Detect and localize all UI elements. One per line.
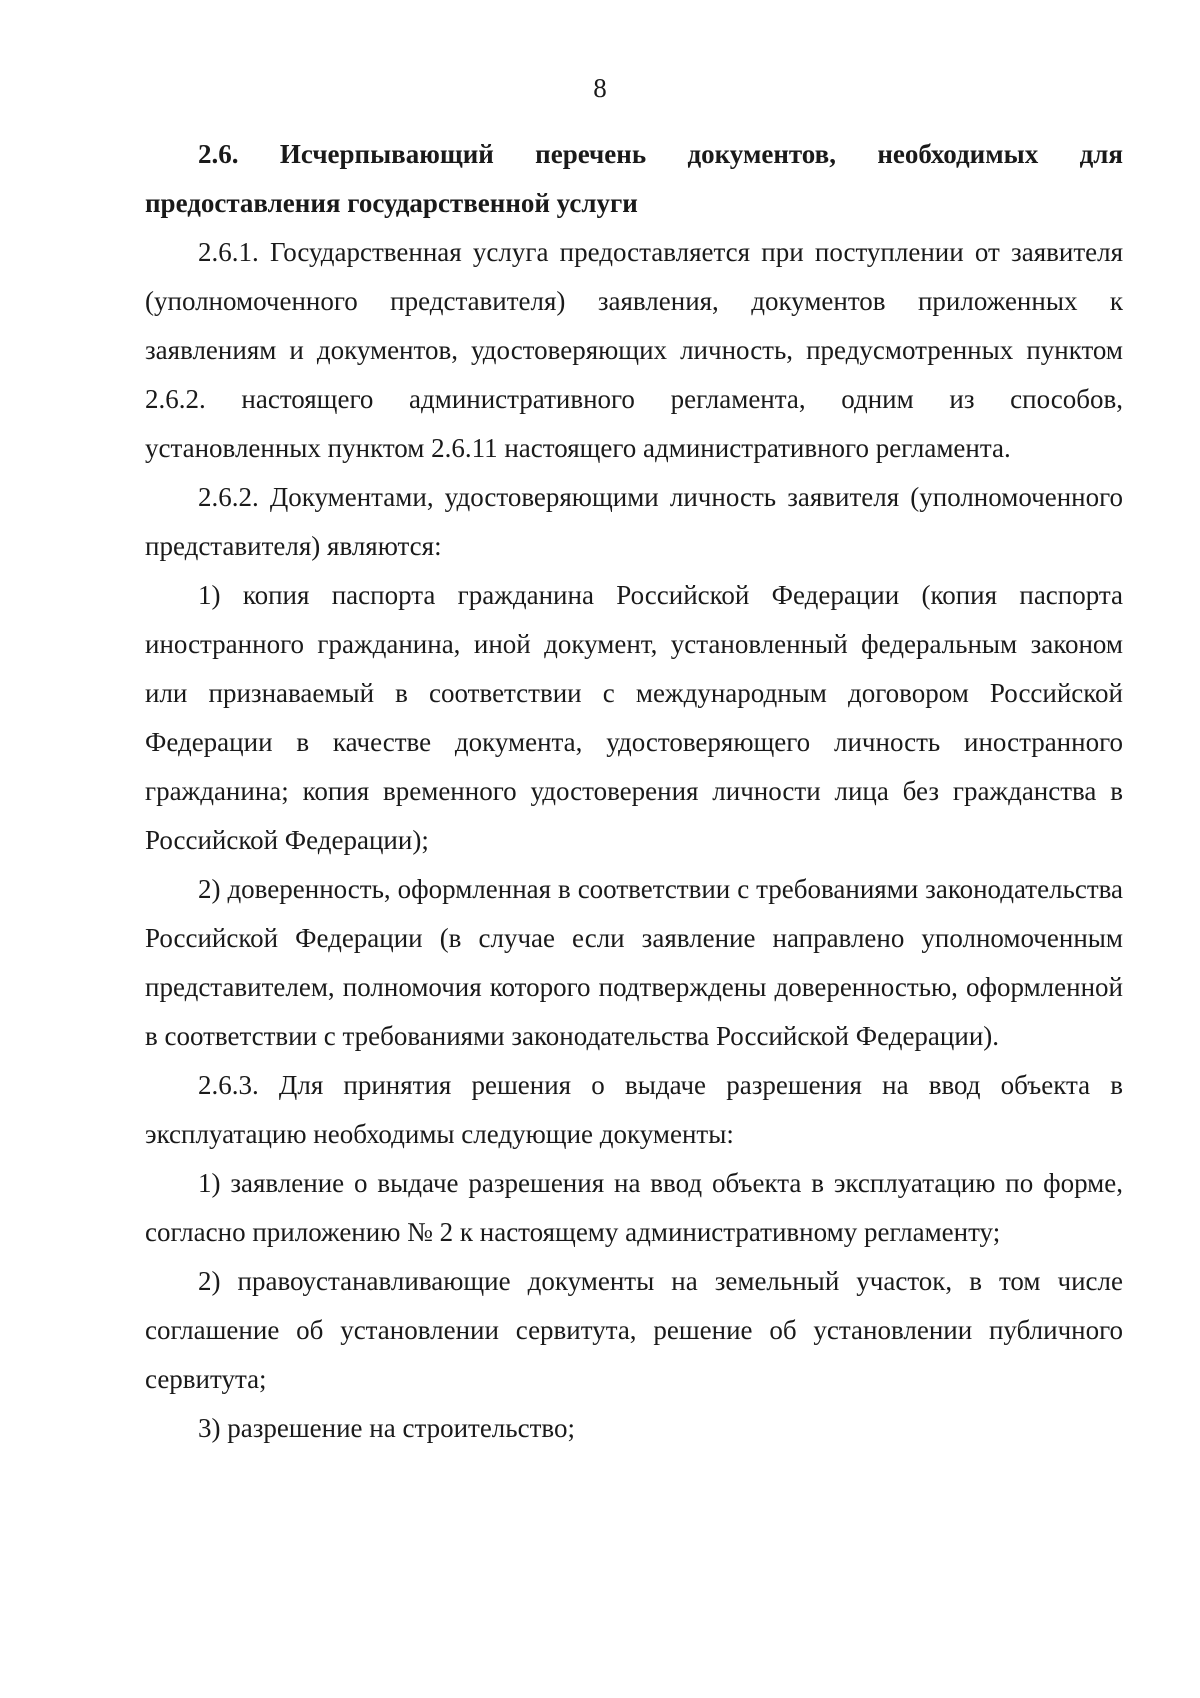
list-item-power-of-attorney: 2) доверенность, оформленная в соответствии с требованиями законодательства Российской Федерации (в случае если заявление направлено уполномоченным представителем, полномочия которого подтверждены доверенностью, оформленной в соответствии с требованиями законодательства Российской Федерации). xyxy=(145,874,1123,1051)
list-item-application: 1) заявление о выдаче разрешения на ввод объекта в эксплуатацию по форме, согласно приложению № 2 к настоящему административному регламенту; xyxy=(145,1168,1123,1247)
paragraph-2-6-2: 2.6.2. Документами, удостоверяющими личность заявителя (уполномоченного представителя) являются: xyxy=(145,482,1123,561)
list-item-building-permit: 3) разрешение на строительство; xyxy=(198,1413,575,1443)
list-item-land-documents: 2) правоустанавливающие документы на земельный участок, в том числе соглашение об установлении сервитута, решение об установлении публичного сервитута; xyxy=(145,1266,1123,1394)
paragraph-2-6-3: 2.6.3. Для принятия решения о выдаче разрешения на ввод объекта в эксплуатацию необходимы следующие документы: xyxy=(145,1070,1123,1149)
list-item-passport-copy: 1) копия паспорта гражданина Российской Федерации (копия паспорта иностранного гражданина, иной документ, установленный федеральным законом или признаваемый в соответствии с международным договором Российской Федерации в качестве документа, удостоверяющего личность иностранного гражданина; копия временного удостоверения личности лица без гражданства в Российской Федерации); xyxy=(145,580,1123,855)
section-heading: 2.6. Исчерпывающий перечень документов, необходимых для предоставления государственной услуги xyxy=(145,139,1123,218)
document-body xyxy=(145,130,1123,1453)
page-number: 8 xyxy=(593,73,607,103)
paragraph-2-6-1: 2.6.1. Государственная услуга предоставляется при поступлении от заявителя (уполномоченного представителя) заявления, документов приложенных к заявлениям и документов, удостоверяющих личность, предусмотренных пунктом 2.6.2. настоящего административного регламента, одним из способов, установленных пунктом 2.6.11 настоящего административного регламента. xyxy=(145,237,1123,463)
